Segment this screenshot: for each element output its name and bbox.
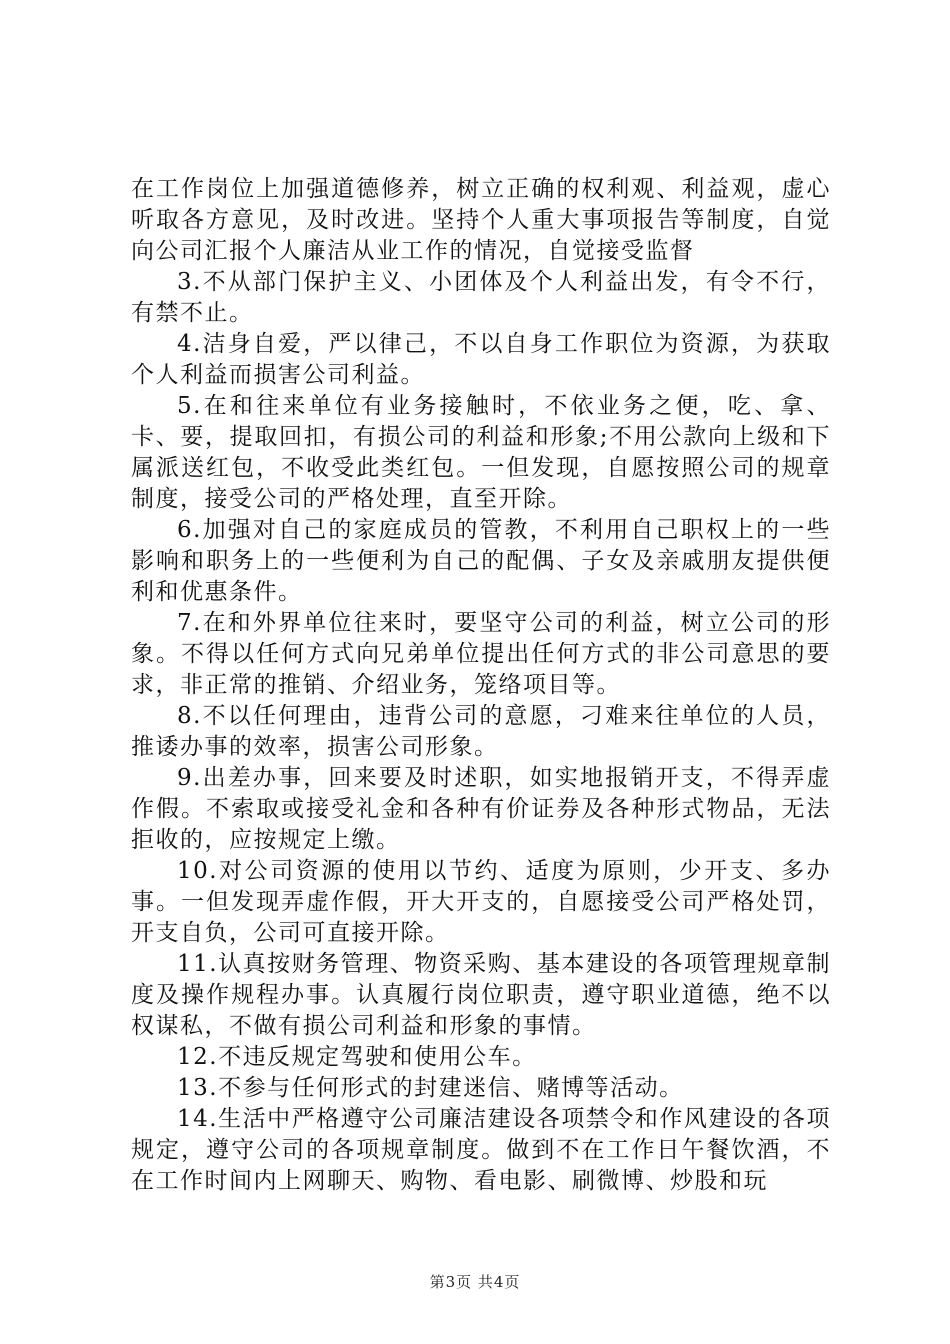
document-body: [131, 174, 831, 1197]
paragraph-item-9: 9.出差办事，回来要及时述职，如实地报销开支，不得弄虚作假。不索取或接受礼金和各种有价证券及各种形式物品，无法拒收的，应按规定上缴。: [131, 765, 831, 853]
paragraph-item-10: 10.对公司资源的使用以节约、适度为原则，少开支、多办事。一但发现弄虚作假，开大开支的，自愿接受公司严格处罚，开支自负，公司可直接开除。: [131, 858, 831, 946]
paragraph-item-11: 11.认真按财务管理、物资采购、基本建设的各项管理规章制度及操作规程办事。认真履行岗位职责，遵守职业道德，绝不以权谋私，不做有损公司利益和形象的事情。: [131, 951, 831, 1039]
paragraph-item-8: 8.不以任何理由，违背公司的意愿，刁难来往单位的人员，推诿办事的效率，损害公司形象。: [131, 703, 831, 760]
paragraph-item-4: 4.洁身自爱，严以律己，不以自身工作职位为资源，为获取个人利益而损害公司利益。: [131, 331, 831, 388]
paragraph-item-5: 5.在和往来单位有业务接触时，不依业务之便，吃、拿、卡、要，提取回扣，有损公司的利益和形象;不用公款向上级和下属派送红包，不收受此类红包。一但发现，自愿按照公司的规章制度，接受公司的严格处理，直至开除。: [131, 393, 831, 512]
paragraph-item-3: 3.不从部门保护主义、小团体及个人利益出发，有令不行，有禁不止。: [131, 269, 831, 326]
paragraph-continuation: 在工作岗位上加强道德修养，树立正确的权利观、利益观，虚心听取各方意见，及时改进。坚持个人重大事项报告等制度，自觉向公司汇报个人廉洁从业工作的情况，自觉接受监督: [131, 176, 831, 264]
paragraph-item-7: 7.在和外界单位往来时，要坚守公司的利益，树立公司的形象。不得以任何方式向兄弟单位提出任何方式的非公司意思的要求，非正常的推销、介绍业务，笼络项目等。: [131, 610, 831, 698]
page-footer: [0, 1271, 950, 1292]
paragraph-item-14: 14.生活中严格遵守公司廉洁建设各项禁令和作风建设的各项规定，遵守公司的各项规章制度。做到不在工作日午餐饮酒，不在工作时间内上网聊天、购物、看电影、刷微博、炒股和玩: [131, 1106, 831, 1194]
page-number-label: 第3页 共4页: [429, 1273, 521, 1291]
paragraph-item-6: 6.加强对自己的家庭成员的管教，不利用自己职权上的一些影响和职务上的一些便利为自己的配偶、子女及亲戚朋友提供便利和优惠条件。: [131, 517, 831, 605]
paragraph-item-13: 13.不参与任何形式的封建迷信、赌博等活动。: [177, 1075, 684, 1101]
paragraph-item-12: 12.不违反规定驾驶和使用公车。: [177, 1044, 537, 1070]
